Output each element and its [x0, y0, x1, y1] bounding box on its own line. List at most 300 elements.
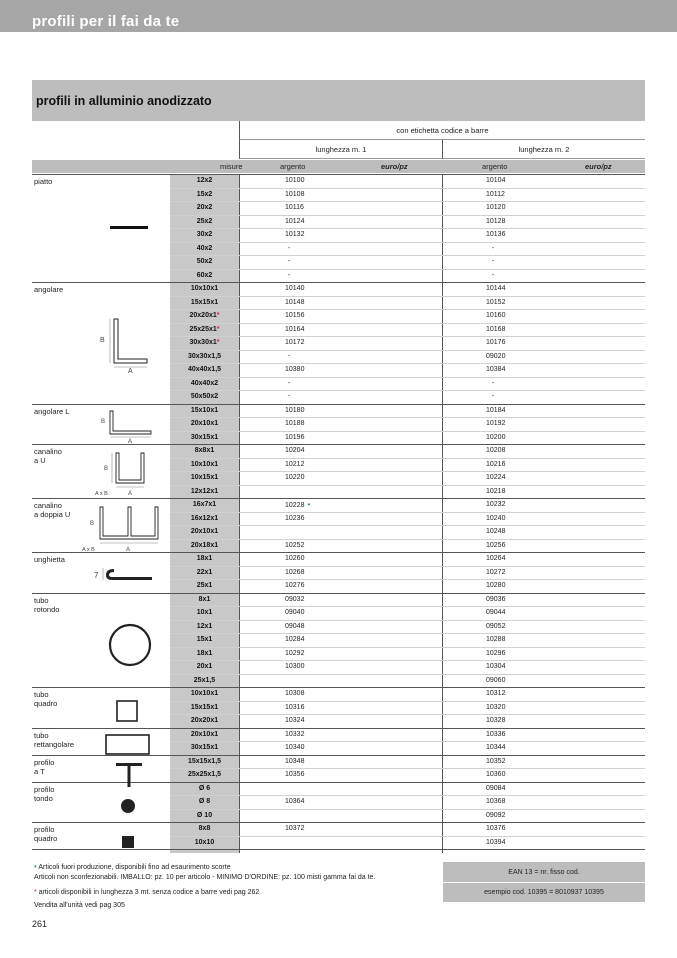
dim-axb-label: A x B	[95, 491, 108, 497]
size-value: 60x2	[196, 271, 213, 279]
size-cell	[170, 498, 239, 512]
group-name: angolare L	[34, 406, 70, 416]
group-name: canalino a U	[34, 447, 62, 465]
size-value: 12x1	[196, 622, 213, 630]
dim-seven-label: 7	[94, 571, 99, 580]
code-2m: 09044	[486, 609, 506, 616]
angle-l-icon	[96, 408, 158, 444]
size-value: 25x25x1,5	[187, 771, 222, 778]
size-cell	[170, 228, 239, 242]
code-1m: 10140	[285, 285, 305, 292]
size-cell	[170, 525, 239, 539]
code-2m: 10112	[486, 190, 505, 198]
footer-note-4: Vendita all'unità vedi pag 305	[34, 902, 125, 909]
code-2m: 10184	[486, 406, 506, 414]
footer-note-2: Articoli non sconfezionabili. IMBALLO: pz. 10 per articolo - MINIMO D'ORDINE: pz. 100 misti gamma fai da te.	[34, 874, 376, 881]
row-separator	[170, 674, 645, 675]
code-2m: 09020	[486, 352, 506, 360]
size-cell	[170, 350, 239, 364]
size-value: 25x2	[196, 217, 213, 225]
code-2m: 10208	[486, 447, 506, 454]
size-value: 30x30x1	[189, 339, 217, 346]
code-2m: 10352	[486, 757, 506, 765]
size-value: 25x25x1	[189, 325, 217, 333]
size-value: 8x1	[198, 595, 211, 603]
code-1m: 10364	[285, 798, 305, 805]
code-1m: 10252	[285, 541, 305, 549]
code-1m: 10284	[285, 636, 305, 643]
angle-profile-icon	[92, 315, 157, 373]
code-2m: 09052	[486, 622, 506, 630]
size-cell	[170, 606, 239, 620]
size-value: 12x2	[196, 177, 213, 184]
size-value: 30x15x1	[190, 433, 219, 441]
code-2m: 10144	[486, 285, 506, 292]
size-value: 50x50x2	[190, 393, 219, 400]
code-1m: 10124	[285, 217, 305, 225]
size-value: 15x10x1	[190, 406, 219, 414]
size-cell	[170, 539, 239, 553]
row-separator	[170, 417, 645, 418]
row-separator	[170, 431, 645, 432]
asterisk-marker: *	[216, 339, 220, 346]
code-1m: 10132	[285, 231, 305, 238]
row-separator	[170, 215, 645, 216]
size-value: 15x1	[196, 636, 213, 643]
code-2m: -	[492, 244, 495, 252]
code-1m: 10260	[285, 555, 305, 562]
size-cell	[170, 323, 239, 337]
size-cell	[170, 269, 239, 283]
size-cell	[170, 566, 239, 580]
size-cell	[170, 174, 239, 188]
row-separator	[170, 539, 645, 540]
col-argento-1: argento	[280, 162, 306, 171]
group-name: angolare	[34, 285, 64, 294]
size-cell	[170, 485, 239, 499]
code-2m: 10192	[486, 420, 506, 427]
row-separator	[170, 809, 645, 810]
code-2m: 10312	[486, 690, 506, 697]
code-2m: 10368	[486, 798, 506, 805]
size-value: 25x1,5	[193, 676, 216, 684]
code-1m: 10212	[285, 460, 305, 468]
code-1m: 10100	[285, 177, 305, 184]
footer-dot: •	[34, 862, 37, 871]
code-1m	[285, 836, 365, 850]
row-separator	[170, 606, 645, 607]
size-cell	[170, 687, 239, 701]
code-2m: 09092	[486, 811, 506, 819]
row-separator	[170, 242, 645, 243]
code-1m: 09048	[285, 622, 305, 630]
size-cell	[170, 471, 239, 485]
code-1m: 10356	[285, 771, 305, 778]
size-cell	[170, 714, 239, 728]
size-cell	[170, 201, 239, 215]
top-header-band	[0, 0, 677, 32]
t-profile-icon	[114, 760, 144, 790]
size-cell	[170, 242, 239, 256]
size-value: 8x8	[198, 825, 211, 832]
flat-bar-icon	[110, 222, 150, 232]
code-2m: 10176	[486, 339, 506, 346]
row-separator	[170, 296, 645, 297]
group-name: profilo quadro	[34, 825, 58, 843]
size-value: 20x20x1	[189, 312, 217, 319]
u-channel-icon	[92, 450, 158, 498]
size-value: Ø 6	[198, 784, 211, 792]
code-1m: -	[288, 379, 291, 387]
size-value: 15x2	[196, 190, 213, 198]
ean-line-2: esempio cod. 10395 = 8010937 10395	[484, 889, 604, 896]
code-2m: 10168	[486, 325, 506, 333]
dim-a-label: A	[128, 368, 133, 373]
footer-asterisk: *	[34, 889, 37, 896]
size-cell	[170, 660, 239, 674]
code-2m: 10104	[486, 177, 506, 184]
row-separator	[170, 525, 645, 526]
dim-b-label: B	[100, 337, 105, 344]
code-2m: 10328	[486, 717, 506, 724]
code-2m: -	[492, 271, 495, 279]
code-1m: 10116	[285, 204, 304, 211]
code-2m: 10216	[486, 460, 506, 468]
size-value: 50x2	[196, 258, 213, 265]
size-cell	[170, 215, 239, 229]
code-1m: 10204	[285, 447, 305, 454]
size-value: 20x10x1	[190, 730, 219, 738]
size-value: 18x1	[196, 649, 213, 657]
group-name: unghietta	[34, 555, 65, 564]
dim-a-label: A	[126, 547, 131, 553]
row-separator	[170, 350, 645, 351]
code-2m: -	[492, 393, 495, 400]
size-cell	[170, 647, 239, 661]
row-separator	[170, 255, 645, 256]
code-2m: 10218	[486, 487, 506, 495]
length-1-header: lunghezza m. 1	[239, 140, 442, 159]
size-cell	[170, 390, 239, 404]
ean-line-1: EAN 13 = nr. fisso cod.	[508, 869, 580, 876]
size-cell	[170, 552, 239, 566]
row-separator	[170, 660, 645, 661]
row-separator	[170, 579, 645, 580]
code-1m: -	[288, 271, 291, 279]
row-separator	[170, 836, 645, 837]
group-name: tubo rotondo	[34, 595, 60, 614]
size-cell	[170, 444, 239, 458]
code-1m: -	[288, 244, 291, 252]
row-separator	[170, 485, 645, 486]
size-value: 20x20x1	[190, 717, 219, 724]
size-value: 10x10x1	[190, 690, 219, 697]
ean-box	[443, 862, 645, 902]
size-value: 30x30x1,5	[187, 352, 222, 360]
code-2m: 10272	[486, 568, 506, 576]
size-cell	[170, 431, 239, 445]
size-value: 20x1	[196, 663, 213, 670]
size-value: 30x15x1	[190, 744, 219, 751]
group-name: tubo quadro	[34, 690, 58, 708]
double-u-channel-icon	[80, 503, 162, 553]
size-value: 16x7x1	[192, 501, 217, 508]
code-2m: 10224	[486, 474, 506, 481]
code-2m: 10288	[486, 636, 506, 643]
code-1m: 10268	[285, 568, 305, 576]
size-value: 20x2	[196, 204, 213, 211]
group-name: piatto	[34, 177, 53, 186]
code-1m: 09040	[285, 609, 305, 616]
column-divider-1	[239, 174, 240, 853]
size-value: 12x12x1	[190, 487, 219, 495]
size-cell	[170, 701, 239, 715]
code-1m	[285, 782, 365, 796]
round-bar-icon	[118, 796, 138, 816]
code-1m: 09032	[285, 595, 305, 603]
code-2m: 10160	[486, 312, 506, 319]
code-2m: 09084	[486, 784, 506, 792]
code-1m: 10188	[285, 420, 305, 427]
code-1m: 10316	[285, 703, 305, 711]
size-value: 16x12x1	[190, 514, 219, 522]
code-2m: 10240	[486, 514, 506, 522]
group-name: profilo tondo	[34, 784, 55, 803]
size-cell	[170, 296, 239, 310]
row-separator	[170, 714, 645, 715]
code-1m: 10348	[285, 757, 305, 765]
code-1m: 10380	[285, 366, 305, 373]
code-1m: 10340	[285, 744, 305, 751]
row-separator	[170, 566, 645, 567]
row-separator	[170, 323, 645, 324]
row-separator	[170, 201, 645, 202]
size-value: 10x10x1	[190, 460, 219, 468]
code-1m: 10332	[285, 730, 305, 738]
code-2m: 09036	[486, 595, 506, 603]
size-value: 25x1	[196, 582, 213, 589]
code-2m: 10360	[486, 771, 506, 778]
size-cell	[170, 782, 239, 796]
row-separator	[170, 633, 645, 634]
code-1m: 10164	[285, 325, 305, 333]
code-2m: -	[492, 379, 495, 387]
size-cell	[170, 593, 239, 607]
code-1m: -	[288, 352, 291, 360]
asterisk-marker: *	[216, 325, 220, 333]
size-cell	[170, 282, 239, 296]
size-cell	[170, 404, 239, 418]
code-1m: 10156	[285, 312, 305, 319]
size-cell	[170, 417, 239, 431]
code-1m: 10324	[285, 717, 305, 724]
code-2m: 10136	[486, 231, 506, 238]
code-1m	[285, 674, 365, 688]
row-separator	[170, 620, 645, 621]
row-separator	[170, 768, 645, 769]
code-1m: 10108	[285, 190, 305, 198]
code-1m	[285, 809, 365, 823]
code-1m: -	[288, 258, 291, 265]
group-name: profilo a T	[34, 757, 55, 776]
asterisk-marker: *	[216, 312, 220, 319]
code-1m: 10292	[285, 649, 305, 657]
size-cell	[170, 768, 239, 782]
row-separator	[170, 269, 645, 270]
group-name: tubo rettangolare	[34, 730, 75, 749]
row-separator	[170, 647, 645, 648]
code-2m: 10296	[486, 649, 506, 657]
code-1m: 10148	[285, 298, 305, 306]
row-separator	[170, 471, 645, 472]
size-cell	[170, 836, 239, 850]
page-number: 261	[32, 919, 48, 929]
code-2m: 09060	[486, 676, 506, 684]
square-bar-icon	[119, 833, 137, 851]
col-europz-1: euro/pz	[381, 162, 408, 171]
ean-divider	[443, 882, 645, 883]
code-2m: 10120	[486, 204, 506, 211]
size-value: 15x15x1,5	[187, 757, 222, 765]
col-argento-2: argento	[482, 162, 508, 171]
code-1m: 10276	[285, 582, 305, 589]
code-2m: 10152	[486, 298, 506, 306]
unghietta-icon	[92, 563, 154, 585]
code-2m: 10304	[486, 663, 506, 670]
length-2-header: lunghezza m. 2	[442, 140, 645, 159]
code-2m: 10256	[486, 541, 506, 549]
row-separator	[170, 701, 645, 702]
code-2m: 10248	[486, 528, 506, 535]
row-separator	[170, 377, 645, 378]
size-value: 20x10x1	[190, 420, 219, 427]
size-cell	[170, 377, 239, 391]
code-1m: 10220	[285, 474, 305, 481]
size-value: 18x1	[196, 555, 213, 562]
size-cell	[170, 728, 239, 742]
row-separator	[170, 390, 645, 391]
rectangular-tube-icon	[103, 732, 153, 758]
row-separator	[170, 741, 645, 742]
size-value: 22x1	[196, 568, 213, 576]
size-value: 20x10x1	[190, 528, 219, 535]
code-2m: -	[492, 258, 495, 265]
code-2m: 10336	[486, 730, 506, 738]
dim-b-label: B	[101, 419, 106, 425]
size-cell	[170, 363, 239, 377]
row-separator	[170, 309, 645, 310]
code-2m: 10376	[486, 825, 506, 832]
code-2m: 10264	[486, 555, 506, 562]
footer-note-3: * articoli disponibili in lunghezza 3 mt. senza codice a barre vedi pag 262	[34, 889, 260, 896]
size-cell	[170, 795, 239, 809]
size-value: 10x10x1	[190, 285, 219, 292]
size-cell	[170, 579, 239, 593]
code-1m: 10172	[285, 339, 305, 346]
size-cell	[170, 755, 239, 769]
size-value: 8x8x1	[194, 447, 215, 454]
row-separator	[170, 458, 645, 459]
column-divider-2	[442, 174, 443, 853]
row-separator	[170, 363, 645, 364]
code-2m: 10200	[486, 433, 506, 441]
dim-a-label: A	[128, 491, 133, 497]
size-value: 40x40x2	[190, 379, 219, 387]
row-separator	[170, 228, 645, 229]
code-1m: 10236	[285, 514, 305, 522]
col-misure: misure	[220, 162, 243, 171]
size-value: 10x15x1	[190, 474, 219, 481]
code-2m: 10232	[486, 501, 506, 508]
size-value: 10x10	[194, 838, 215, 846]
size-cell	[170, 741, 239, 755]
size-value: Ø 10	[196, 811, 213, 819]
dim-axb-label: A x B	[82, 547, 95, 553]
dim-b-label: B	[90, 521, 95, 527]
dim-a-label: A	[128, 439, 133, 444]
col-europz-2: euro/pz	[585, 162, 612, 171]
size-value: 15x15x1	[190, 298, 219, 306]
code-1m: 10180	[285, 406, 305, 414]
row-separator	[170, 188, 645, 189]
code-1m: 10228 •	[285, 500, 311, 509]
footer-note-1: • Articoli fuori produzione, disponibili fino ad esaurimento scorte	[34, 862, 231, 871]
size-value: 30x2	[196, 231, 213, 238]
code-1m: 10308	[285, 690, 305, 697]
code-1m: -	[288, 393, 291, 400]
size-value: 10x1	[196, 609, 213, 616]
size-cell	[170, 633, 239, 647]
section-title: profili in alluminio anodizzato	[36, 94, 212, 108]
size-cell	[170, 822, 239, 836]
size-value: 15x15x1	[190, 703, 219, 711]
size-cell	[170, 512, 239, 526]
round-tube-icon	[107, 622, 153, 668]
row-separator	[170, 512, 645, 513]
size-cell	[170, 809, 239, 823]
size-cell	[170, 336, 239, 350]
code-2m: 10384	[486, 366, 506, 373]
size-cell	[170, 188, 239, 202]
section-band	[32, 80, 645, 121]
code-2m: 10128	[486, 217, 506, 225]
size-value: 20x18x1	[190, 541, 219, 549]
size-cell	[170, 674, 239, 688]
code-2m: 10320	[486, 703, 506, 711]
square-tube-icon	[113, 697, 141, 725]
code-1m	[285, 525, 365, 539]
code-1m: 10300	[285, 663, 305, 670]
size-cell	[170, 620, 239, 634]
group-name: canalino a doppia U	[34, 501, 71, 519]
page-header-title: profili per il fai da te	[32, 13, 180, 30]
code-2m: 10344	[486, 744, 506, 751]
size-value: 40x2	[196, 244, 213, 252]
code-2m: 10280	[486, 582, 506, 589]
size-value: 40x40x1,5	[187, 366, 222, 373]
row-separator	[170, 336, 645, 337]
size-cell	[170, 255, 239, 269]
code-1m: 10372	[285, 825, 305, 832]
barcode-header: con etichetta codice a barre	[239, 121, 645, 140]
discontinued-dot: •	[307, 500, 311, 509]
dim-b-label: B	[104, 466, 109, 472]
code-1m	[285, 485, 365, 499]
size-value: Ø 8	[198, 798, 211, 805]
code-2m: 10394	[486, 838, 506, 846]
row-separator	[170, 795, 645, 796]
size-cell	[170, 458, 239, 472]
